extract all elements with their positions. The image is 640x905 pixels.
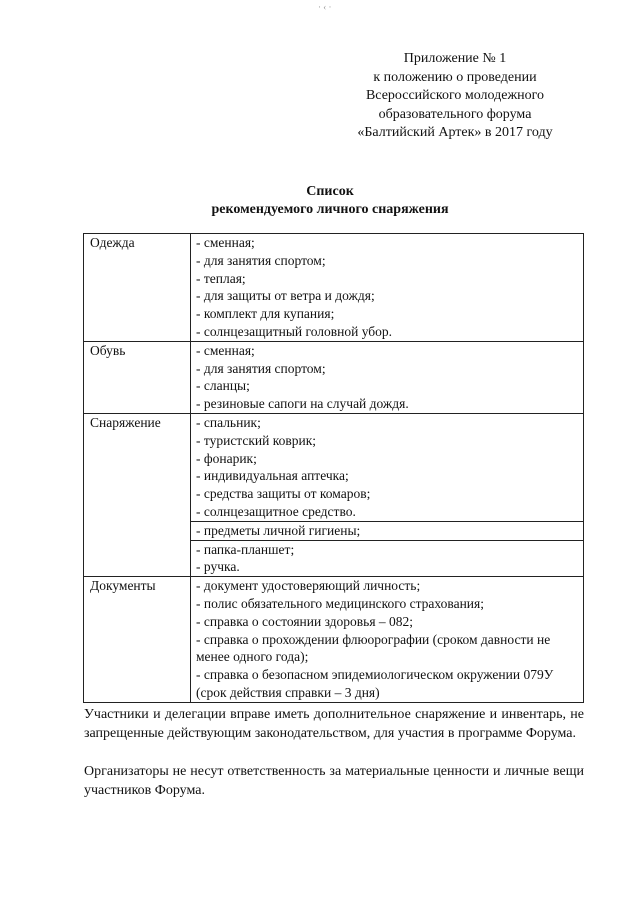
list-item: - сланцы;	[196, 378, 250, 394]
table-row	[84, 413, 584, 576]
list-item: - справка о состоянии здоровья – 082;	[196, 613, 414, 629]
items-cell	[191, 341, 584, 413]
table-row	[84, 577, 584, 703]
list-item: - средства защиты от комаров;	[196, 486, 371, 502]
note-paragraph: Участники и делегации вправе иметь дополнительное снаряжение и инвентарь, не запрещенные действующим законодательством, для участия в программе Форума.	[84, 707, 584, 741]
list-item: - папка-планшет;	[196, 541, 295, 557]
list-item: - документ удостоверяющий личность;	[196, 578, 421, 594]
list-item: - для занятия спортом;	[196, 252, 326, 268]
annex-line: Приложение № 1	[403, 51, 507, 66]
list-item: - резиновые сапоги на случай дождя.	[196, 396, 409, 412]
list-item: - для защиты от ветра и дождя;	[196, 288, 375, 304]
items-cell	[191, 577, 584, 703]
list-item: - предметы личной гигиены;	[196, 522, 361, 538]
document-title	[0, 183, 640, 219]
list-item: - для занятия спортом;	[196, 360, 326, 376]
list-item: - туристский коврик;	[196, 432, 317, 448]
list-item: - спальник;	[196, 414, 261, 430]
list-item: - сменная;	[196, 235, 255, 250]
annex-header	[330, 50, 580, 143]
items-cell	[191, 413, 584, 576]
category-cell: Одежда	[84, 234, 191, 342]
table-row	[84, 341, 584, 413]
category-cell: Обувь	[84, 341, 191, 413]
annex-line: к положению о проведении	[373, 69, 537, 85]
list-item: - справка о прохождении флюорографии (сроком давности не менее одного года);	[196, 631, 551, 665]
title-line-2: рекомендуемого личного снаряжения	[211, 202, 449, 217]
table-row	[84, 234, 584, 342]
items-cell	[191, 234, 584, 342]
list-item: - сменная;	[196, 342, 255, 358]
note-paragraph: Организаторы не несут ответственность за материальные ценности и личные вещи участников Форума.	[84, 764, 584, 798]
category-cell: Снаряжение	[84, 413, 191, 576]
list-item: - солнцезащитное средство.	[196, 503, 356, 519]
list-item: - теплая;	[196, 270, 246, 286]
scan-mark: · ‹ ·	[318, 2, 332, 12]
equipment-table	[83, 233, 584, 703]
notes-section	[84, 705, 584, 819]
category-cell: Документы	[84, 577, 191, 703]
list-item: - комплект для купания;	[196, 306, 335, 322]
annex-line: «Балтийский Артек» в 2017 году	[357, 125, 553, 140]
list-item: - ручка.	[196, 559, 240, 575]
annex-line: Всероссийского молодежного	[365, 88, 545, 103]
list-item: - индивидуальная аптечка;	[196, 468, 349, 484]
list-item: - полис обязательного медицинского страхования;	[196, 595, 484, 611]
annex-line: образовательного форума	[378, 106, 532, 122]
list-item: - фонарик;	[196, 450, 257, 466]
list-item: - справка о безопасном эпидемиологическом окружении 079У (срок действия справки – 3 дня)	[196, 667, 554, 700]
list-item: - солнцезащитный головной убор.	[196, 323, 393, 339]
title-line-1: Список	[306, 184, 354, 199]
